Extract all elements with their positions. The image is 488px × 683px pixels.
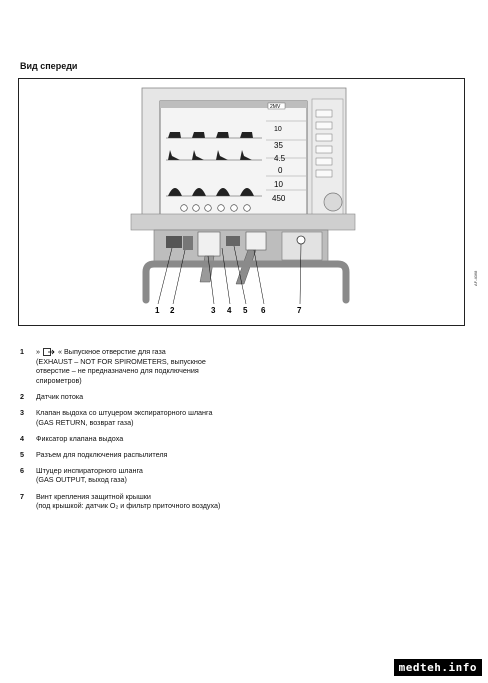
exhaust-icon	[43, 348, 55, 356]
base-ledge	[131, 214, 355, 230]
callout-5: 5	[243, 306, 248, 315]
device-front-view	[0, 0, 488, 340]
cover-screw	[297, 236, 305, 244]
figure-code: AF-4068	[473, 270, 478, 286]
list-item: 7 Винт крепления защитной крышки (под крышкой: датчик O₂ и фильтр приточного воздуха)	[20, 491, 221, 511]
screen-badge-text: 2MV	[270, 104, 281, 110]
callout-4: 4	[227, 306, 232, 315]
list-item: 5 Разъем для подключения распылителя	[20, 449, 168, 459]
expiratory-valve	[198, 232, 220, 256]
list-item: 3 Клапан выдоха со штуцером экспираторного шланга (GAS RETURN, возврат газа)	[20, 407, 213, 427]
legend-list	[20, 347, 460, 517]
flow-sensor	[183, 236, 193, 250]
page-title: Вид спереди	[20, 61, 78, 71]
readout-value: 35	[274, 141, 283, 150]
list-item: 2 Датчик потока	[20, 391, 84, 401]
callout-3: 3	[211, 306, 216, 315]
rotary-knob	[324, 193, 342, 211]
callout-6: 6	[261, 306, 266, 315]
callout-2: 2	[170, 306, 175, 315]
readout-value: 0	[278, 166, 283, 175]
readout-value: 10	[274, 180, 283, 189]
readout-value: 4.5	[274, 154, 286, 163]
callout-7: 7	[297, 306, 302, 315]
list-item: 6 Штуцер инспираторного шланга (GAS OUTPUT, выход газа)	[20, 465, 143, 485]
readout-value: 10	[274, 126, 282, 133]
readout-value: 450	[272, 194, 286, 203]
list-item: 1 » « Выпускное отверстие для газа (EXHAUST – NOT FOR SPIROMETERS, выпускное отверстие – не предназначено для подключения спирометров)	[20, 347, 206, 385]
callout-1: 1	[155, 306, 160, 315]
list-item: 4 Фиксатор клапана выдоха	[20, 433, 124, 443]
exhaust-port	[166, 236, 182, 248]
nebulizer-port	[226, 236, 240, 246]
inspiratory-port	[246, 232, 266, 250]
site-watermark: medteh.info	[394, 659, 482, 676]
